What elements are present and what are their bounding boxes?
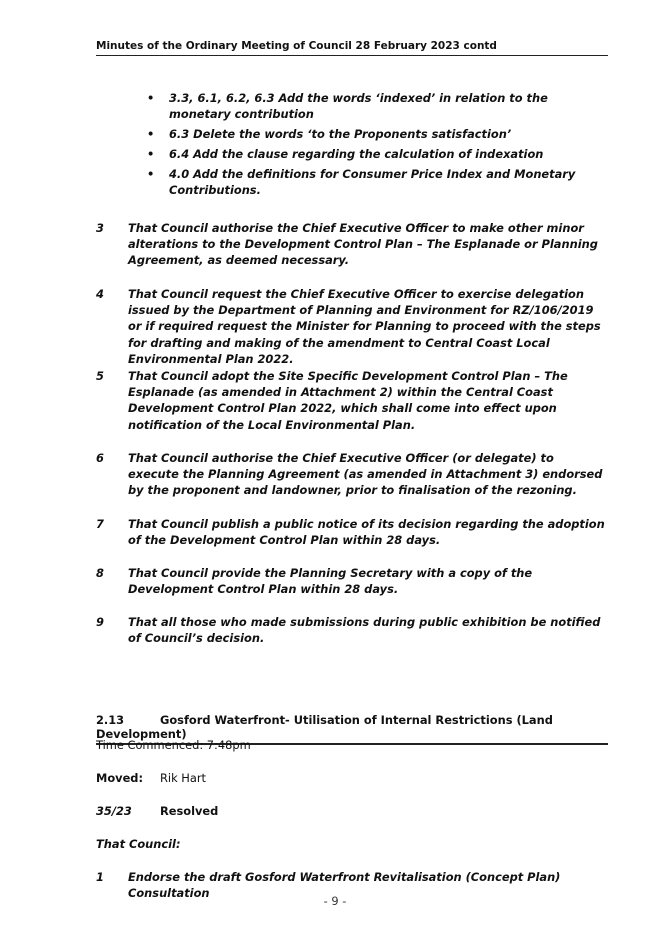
item-number: 9: [96, 615, 104, 629]
item-text: That Council adopt the Site Specific Development Control Plan – The Esplanade (as amended in Attachment 2) within the Central Coast Development Control Plan 2022, which shall come into effect upon notification of the Local Environmental Plan.: [128, 369, 568, 432]
item-number: 1: [96, 870, 104, 884]
resolution-item-6: [96, 450, 608, 499]
list-item: • 6.4 Add the clause regarding the calculation of indexation: [147, 147, 544, 161]
page-header: Minutes of the Ordinary Meeting of Council 28 February 2023 contd: [96, 40, 608, 56]
bullet-icon: •: [147, 127, 155, 141]
section-number: 2.13: [96, 713, 125, 727]
moved-line: [96, 771, 206, 785]
resolution-line: [96, 804, 218, 818]
item-text: That Council authorise the Chief Executive Officer to make other minor alterations to the Development Control Plan – The Esplanade or Planning Agreement, as deemed necessary.: [128, 221, 598, 268]
item-number: 3: [96, 221, 104, 235]
amendment-bullet-list: [147, 90, 607, 202]
resolution-item-7: [96, 516, 608, 548]
item-number: 6: [96, 451, 104, 465]
list-item: • 3.3, 6.1, 6.2, 6.3 Add the words ‘indexed’ in relation to the monetary contribution: [147, 91, 548, 121]
item-text: That Council publish a public notice of its decision regarding the adoption of the Development Control Plan within 28 days.: [128, 517, 605, 548]
item-number: 7: [96, 517, 104, 531]
item-text: Endorse the draft Gosford Waterfront Revitalisation (Concept Plan) Consultation: [128, 870, 561, 901]
moved-label: Moved:: [96, 771, 144, 785]
bullet-icon: •: [147, 167, 155, 181]
resolution-item-9: [96, 614, 608, 646]
moved-by: Rik Hart: [160, 771, 206, 785]
item-text: That Council provide the Planning Secretary with a copy of the Development Control Plan within 28 days.: [128, 566, 533, 597]
item-text: That Council authorise the Chief Executive Officer (or delegate) to execute the Planning Agreement (as amended in Attachment 3) endorsed by the proponent and landowner, prior to finalisation of the rezoning.: [128, 451, 603, 498]
resolution-label: Resolved: [160, 804, 219, 818]
resolution-item-3: [96, 220, 608, 269]
list-item: • 6.3 Delete the words ‘to the Proponents satisfaction’: [147, 127, 512, 141]
item-number: 5: [96, 369, 104, 383]
item-number: 4: [96, 287, 104, 301]
that-council-intro: That Council:: [96, 837, 181, 851]
resolution-item-8: [96, 565, 608, 597]
resolution-item-4: [96, 286, 608, 367]
item-text: That all those who made submissions during public exhibition be notified of Council’s decision.: [128, 615, 601, 646]
bullet-icon: •: [147, 147, 155, 161]
bullet-icon: •: [147, 91, 155, 105]
item-text: That Council request the Chief Executive Officer to exercise delegation issued by the Department of Planning and Environment for RZ/106/2019 or if required request the Minister for Planning to proceed with the steps for drafting and making of the amendment to Central Coast Local Environmental Plan 2022.: [128, 287, 601, 366]
time-commenced: Time Commenced: 7:48pm: [96, 738, 251, 752]
item-number: 8: [96, 566, 104, 580]
page-number: - 9 -: [323, 894, 347, 908]
resolution-item-5: [96, 368, 608, 433]
list-item: • 4.0 Add the definitions for Consumer Price Index and Monetary Contributions.: [147, 167, 576, 197]
section-title: Gosford Waterfront- Utilisation of Internal Restrictions (Land Development): [96, 713, 553, 741]
resolution-number: 35/23: [96, 804, 132, 818]
